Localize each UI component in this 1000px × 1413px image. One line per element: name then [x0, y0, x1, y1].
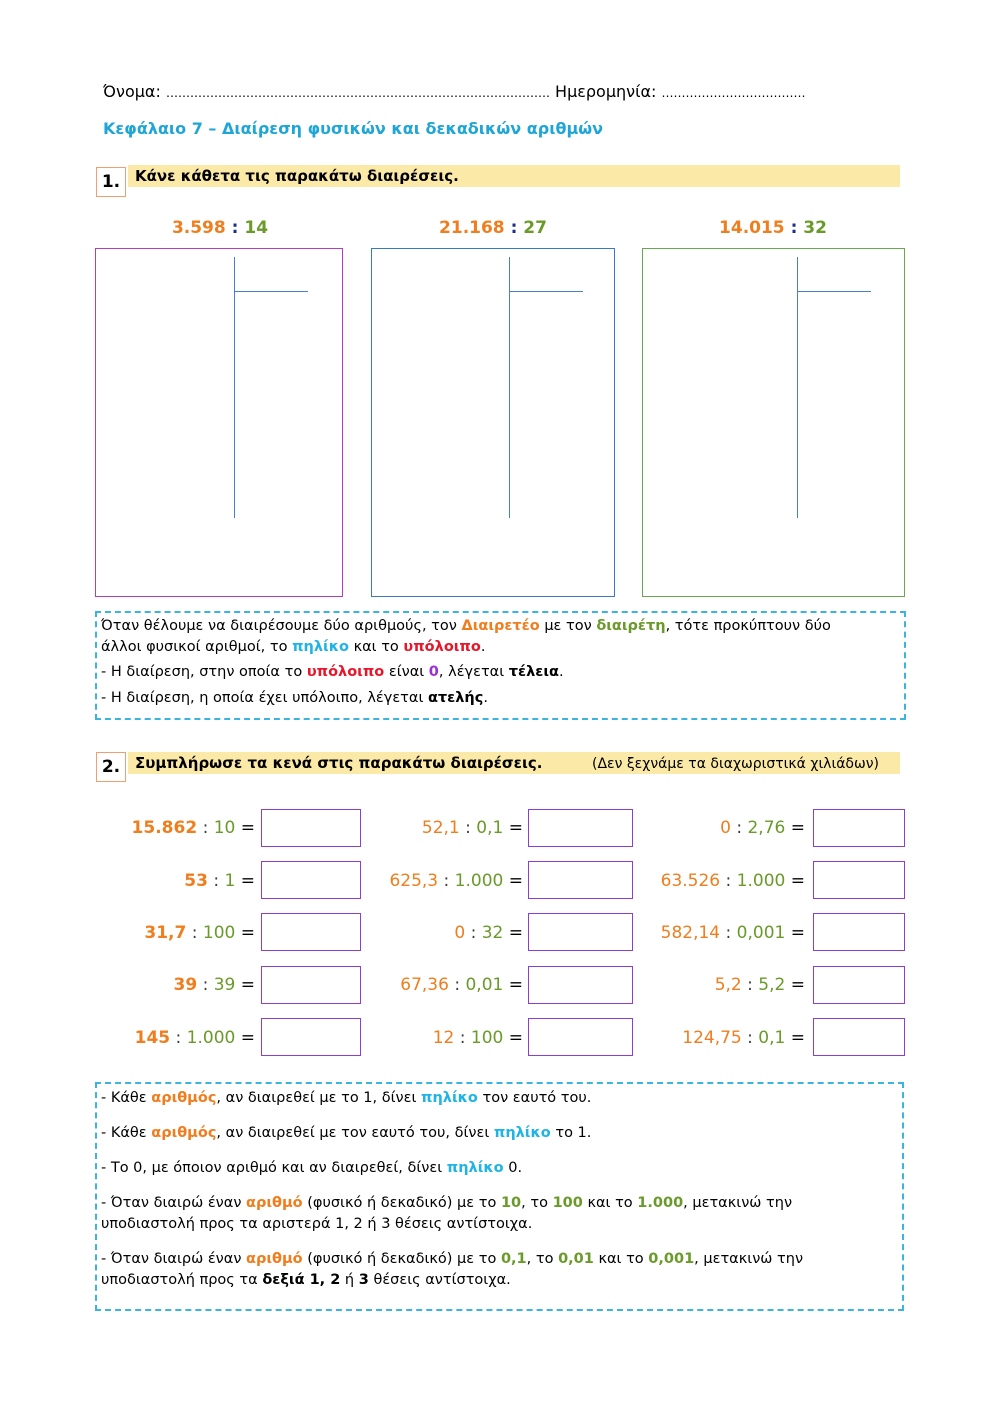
rule-5-line-2: υποδιαστολή προς τα δεξιά 1, 2 ή 3 θέσεις αντίστοιχα.: [101, 1272, 511, 1288]
exercise-row: 53 : 1 =: [184, 871, 255, 891]
date-field[interactable]: ………………………………: [661, 86, 806, 100]
answer-input[interactable]: [261, 913, 361, 951]
division-bracket-vertical: [797, 257, 798, 518]
answer-input[interactable]: [813, 913, 905, 951]
dividend: 14.015: [719, 218, 785, 238]
rule-3: - Το 0, με όποιον αριθμό και αν διαιρεθεί, δίνει πηλίκο 0.: [101, 1160, 523, 1176]
exercise-row: 625,3 : 1.000 =: [389, 871, 523, 891]
rule-4-line-1: - Όταν διαιρώ έναν αριθμό (φυσικό ή δεκαδικό) με το 10, το 100 και το 1.000, μετακινώ την: [101, 1195, 793, 1211]
exercise-row: 5,2 : 5,2 =: [714, 975, 805, 995]
name-label: Όνομα:: [103, 82, 161, 101]
answer-input[interactable]: [528, 1018, 633, 1056]
work-area-1[interactable]: [95, 248, 343, 597]
answer-input[interactable]: [528, 861, 633, 899]
answer-input[interactable]: [261, 966, 361, 1004]
definition-line-1: Όταν θέλουμε να διαιρέσουμε δύο αριθμούς, τον Διαιρετέο με τον διαιρέτη, τότε προκύπτουν δύο: [101, 618, 831, 634]
divisor: 27: [523, 218, 547, 238]
section2-title: Συμπλήρωσε τα κενά στις παρακάτω διαιρέσεις.: [135, 754, 543, 772]
answer-input[interactable]: [813, 966, 905, 1004]
section1-number: 1.: [96, 167, 126, 197]
definition-line-3: - Η διαίρεση, στην οποία το υπόλοιπο είναι 0, λέγεται τέλεια.: [101, 664, 564, 680]
answer-input[interactable]: [813, 1018, 905, 1056]
section1-title: Κάνε κάθετα τις παρακάτω διαιρέσεις.: [135, 167, 459, 185]
colon: :: [510, 218, 518, 238]
rule-1: - Κάθε αριθμός, αν διαιρεθεί με το 1, δίνει πηλίκο τον εαυτό του.: [101, 1090, 592, 1106]
rule-5-line-1: - Όταν διαιρώ έναν αριθμό (φυσικό ή δεκαδικό) με το 0,1, το 0,01 και το 0,001, μετακινώ την: [101, 1251, 804, 1267]
exercise-row: 124,75 : 0,1 =: [682, 1028, 805, 1048]
division-problem-1: [120, 218, 320, 238]
answer-input[interactable]: [528, 809, 633, 847]
date-label: Ημερομηνία:: [555, 82, 657, 101]
name-field[interactable]: ……………………………………………………………………………………: [165, 86, 550, 100]
exercise-row: 52,1 : 0,1 =: [421, 818, 523, 838]
answer-input[interactable]: [261, 809, 361, 847]
exercise-row: 31,7 : 100 =: [144, 923, 255, 943]
exercise-row: 15.862 : 10 =: [131, 818, 255, 838]
definition-line-4: - Η διαίρεση, η οποία έχει υπόλοιπο, λέγεται ατελής.: [101, 690, 488, 706]
exercise-row: 0 : 2,76 =: [720, 818, 805, 838]
colon: :: [790, 218, 798, 238]
rule-4-line-2: υποδιαστολή προς τα αριστερά 1, 2 ή 3 θέσεις αντίστοιχα.: [101, 1216, 533, 1232]
exercise-row: 39 : 39 =: [173, 975, 255, 995]
division-problem-3: [673, 218, 873, 238]
work-area-2[interactable]: [371, 248, 615, 597]
divisor: 32: [803, 218, 827, 238]
answer-input[interactable]: [528, 966, 633, 1004]
exercise-row: 63.526 : 1.000 =: [660, 871, 805, 891]
divisor: 14: [244, 218, 269, 238]
exercise-row: 582,14 : 0,001 =: [660, 923, 805, 943]
rule-2: - Κάθε αριθμός, αν διαιρεθεί με τον εαυτό του, δίνει πηλίκο το 1.: [101, 1125, 592, 1141]
name-date-line: [103, 82, 806, 101]
colon: :: [231, 218, 239, 238]
exercise-row: 12 : 100 =: [432, 1028, 523, 1048]
section2-number: 2.: [96, 752, 126, 782]
answer-input[interactable]: [813, 861, 905, 899]
answer-input[interactable]: [261, 1018, 361, 1056]
exercise-row: 67,36 : 0,01 =: [400, 975, 523, 995]
division-problem-2: [393, 218, 593, 238]
section2-note: (Δεν ξεχνάμε τα διαχωριστικά χιλιάδων): [592, 756, 879, 772]
answer-input[interactable]: [813, 809, 905, 847]
definition-line-2: άλλοι φυσικοί αριθμοί, το πηλίκο και το υπόλοιπο.: [101, 639, 486, 655]
division-bracket-horizontal: [509, 291, 583, 292]
work-area-3[interactable]: [642, 248, 905, 597]
dividend: 21.168: [439, 218, 505, 238]
answer-input[interactable]: [261, 861, 361, 899]
division-bracket-horizontal: [234, 291, 308, 292]
chapter-title: Κεφάλαιο 7 – Διαίρεση φυσικών και δεκαδικών αριθμών: [103, 119, 604, 138]
answer-input[interactable]: [528, 913, 633, 951]
exercise-row: 145 : 1.000 =: [134, 1028, 255, 1048]
exercise-row: 0 : 32 =: [454, 923, 523, 943]
division-bracket-vertical: [509, 257, 510, 518]
division-bracket-vertical: [234, 257, 235, 518]
division-bracket-horizontal: [797, 291, 871, 292]
dividend: 3.598: [171, 218, 226, 238]
